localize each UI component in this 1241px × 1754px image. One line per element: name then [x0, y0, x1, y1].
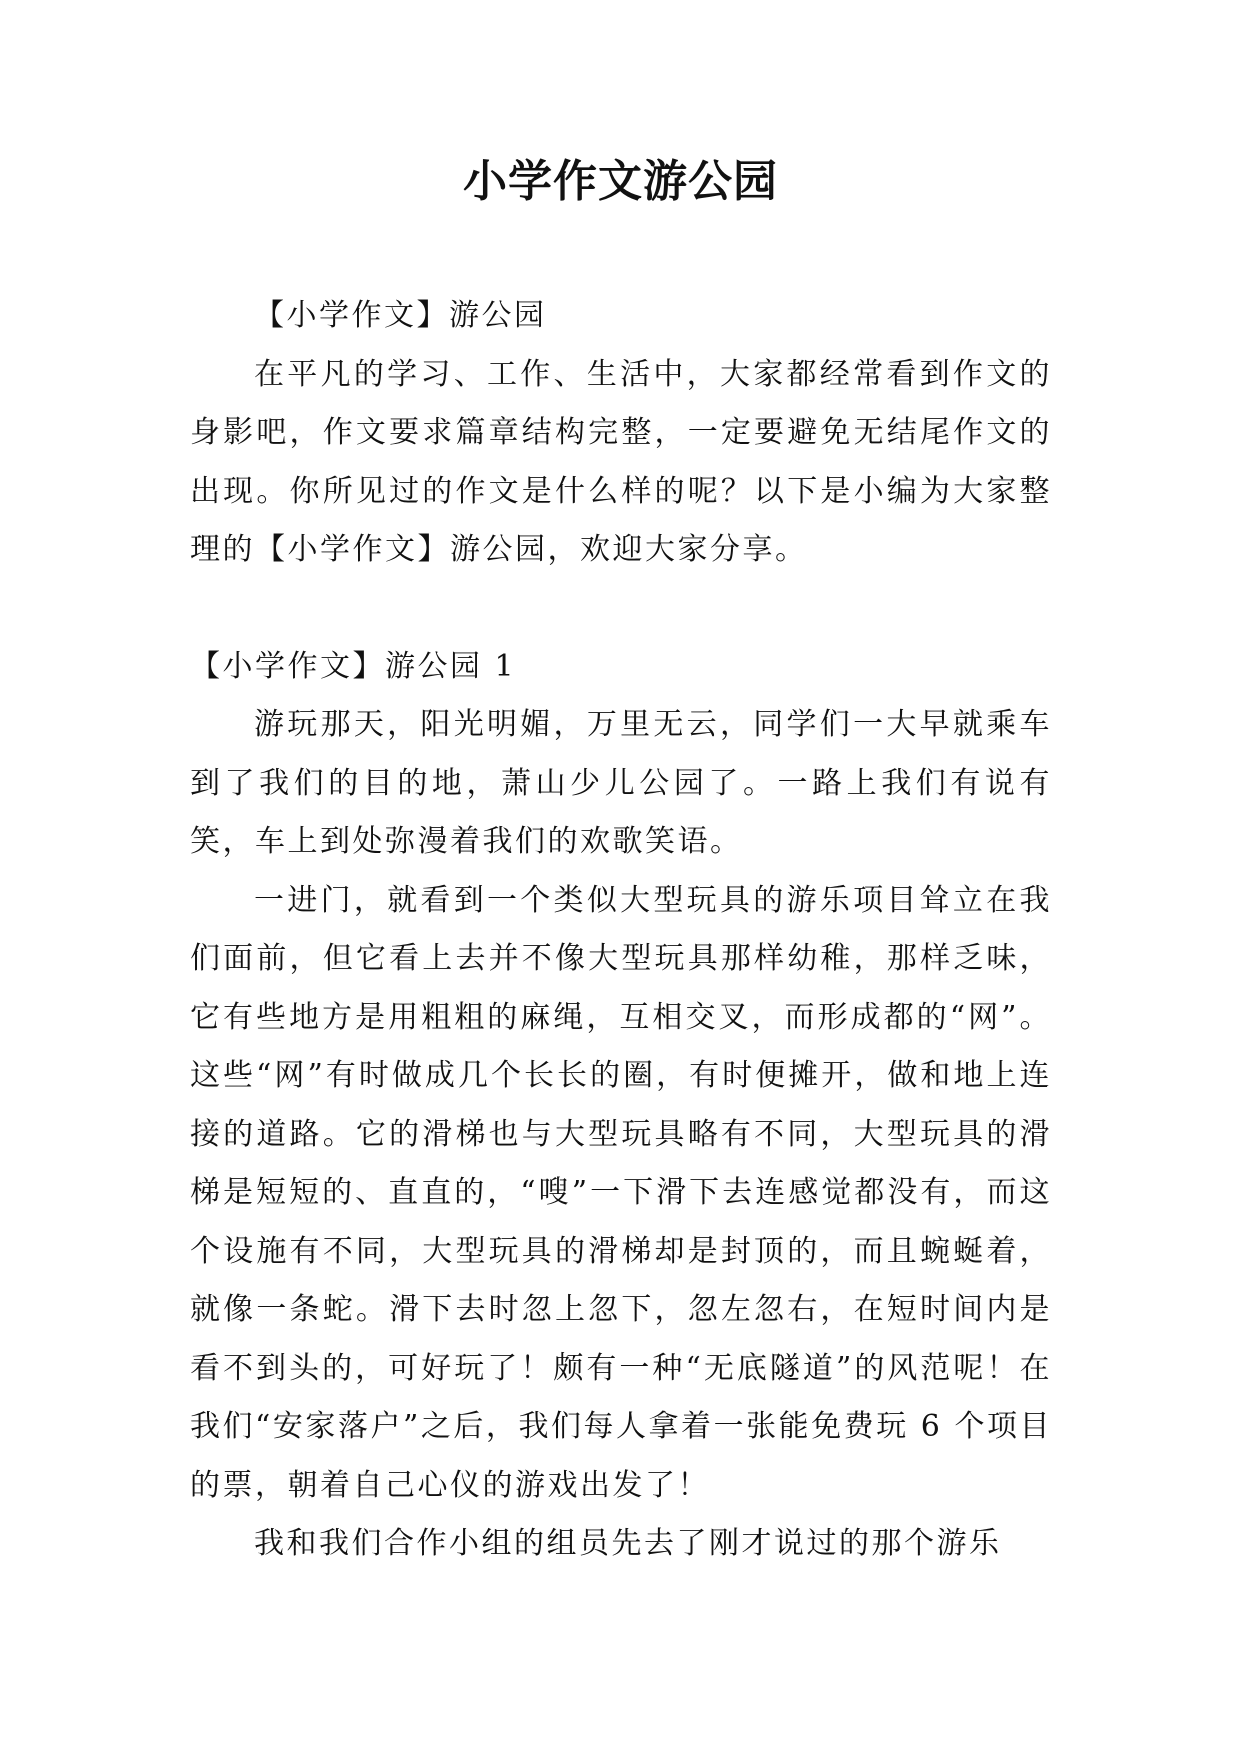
body-paragraph-1: 游玩那天，阳光明媚，万里无云，同学们一大早就乘车到了我们的目的地，萧山少儿公园了。一路上我们有说有笑，车上到处弥漫着我们的欢歌笑语。	[190, 707, 1052, 859]
section-spacer	[190, 580, 1052, 638]
body-paragraph-3: 我和我们合作小组的组员先去了刚才说过的那个游乐	[254, 1526, 1002, 1561]
section-heading: 【小学作文】游公园 1	[190, 648, 517, 684]
intro-heading: 【小学作文】游公园	[254, 298, 547, 333]
document-body	[190, 287, 1052, 1574]
intro-paragraph: 在平凡的学习、工作、生活中，大家都经常看到作文的身影吧，作文要求篇章结构完整，一定要避免无结尾作文的出现。你所见过的作文是什么样的呢？以下是小编为大家整理的【小学作文】游公园，欢迎大家分享。	[190, 356, 1052, 567]
document-title: 小学作文游公园	[463, 156, 778, 207]
body-paragraph-2: 一进门，就看到一个类似大型玩具的游乐项目耸立在我们面前，但它看上去并不像大型玩具那样幼稚，那样乏味，它有些地方是用粗粗的麻绳，互相交叉，而形成都的“网”。这些“网”有时做成几个长长的圈，有时便摊开，做和地上连接的道路。它的滑梯也与大型玩具略有不同，大型玩具的滑梯是短短的、直直的，“嗖”一下滑下去连感觉都没有，而这个设施有不同，大型玩具的滑梯却是封顶的，而且蜿蜒着，就像一条蛇。滑下去时忽上忽下，忽左忽右，在短时间内是看不到头的，可好玩了！颇有一种“无底隧道”的风范呢！在我们“安家落户”之后，我们每人拿着一张能免费玩 6 个项目的票，朝着自己心仪的游戏出发了！	[190, 882, 1052, 1503]
